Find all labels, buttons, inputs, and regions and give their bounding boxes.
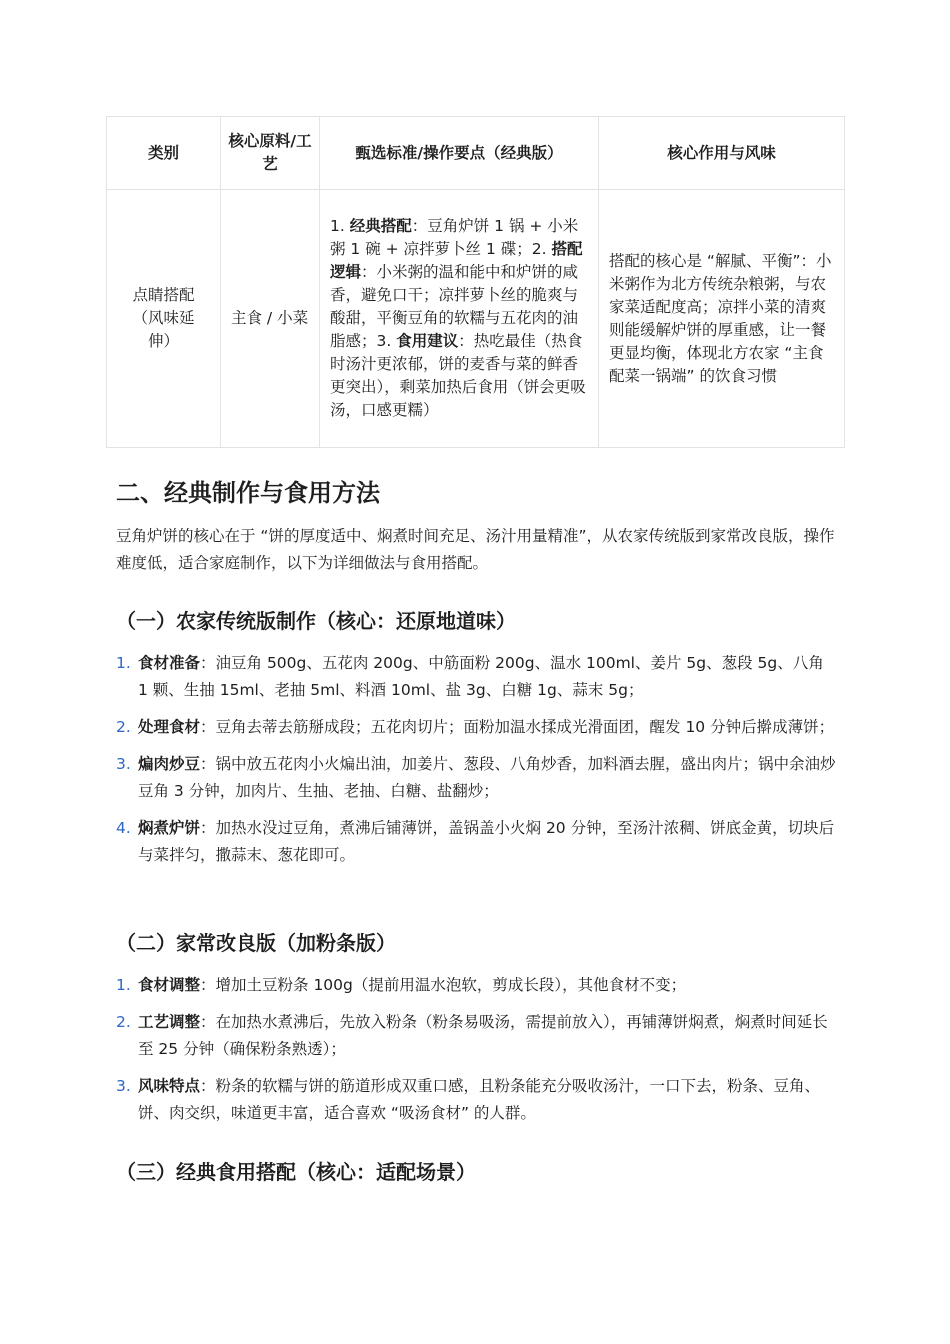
step-keyword: 食材准备 [138,654,201,672]
subsection-heading-pairing: （三）经典食用搭配（核心：适配场景） [116,1160,476,1184]
step-keyword: 食材调整 [138,976,201,994]
step-keyword: 煸肉炒豆 [138,755,201,773]
step-keyword: 风味特点 [138,1077,201,1095]
list-number: 3. [116,755,131,773]
step-text: ：油豆角 500g、五花肉 200g、中筋面粉 200g、温水 100ml、姜片 5g、葱段 5g、八角 1 颗、生抽 15ml、老抽 5ml、料酒 10ml、盐 3g、白糖 1g、蒜末 5g； [138,654,824,699]
point-keyword: 经典搭配 [349,217,412,235]
list-item [116,751,838,805]
step-text: ：锅中放五花肉小火煸出油，加姜片、葱段、八角炒香，加料酒去腥，盛出肉片；锅中余油炒豆角 3 分钟，加肉片、生抽、老抽、白糖、盐翻炒； [138,755,836,800]
point-number: 3. [376,332,397,350]
point-number: 2. [531,240,552,258]
step-text: ：粉条的软糯与饼的筋道形成双重口感，且粉条能充分吸收汤汁，一口下去，粉条、豆角、饼、肉交织，味道更丰富，适合喜欢 “吸汤食材” 的人群。 [138,1077,821,1122]
table-header-cell: 核心原料/工艺 [221,117,320,190]
subsection-heading-traditional: （一）农家传统版制作（核心：还原地道味） [116,609,516,633]
list-item [116,714,838,741]
table-header-cell: 甄选标准/操作要点（经典版） [320,117,599,190]
step-keyword: 工艺调整 [138,1013,201,1031]
traditional-steps-list [116,650,838,879]
step-text: ：在加热水煮沸后，先放入粉条（粉条易吸汤，需提前放入），再铺薄饼焖煮，焖煮时间延长至 25 分钟（确保粉条熟透）； [138,1013,828,1058]
step-keyword: 焖煮炉饼 [138,819,201,837]
effect-cell: 搭配的核心是 “解腻、平衡”：小米粥作为北方传统杂粮粥，与农家菜适配度高；凉拌小菜的清爽则能缓解炉饼的厚重感，让一餐更显均衡，体现北方农家 “主食配菜一锅端” 的饮食习惯 [599,190,845,448]
table-header-cell: 核心作用与风味 [599,117,845,190]
pairing-table [106,116,845,448]
section-heading: 二、经典制作与食用方法 [116,479,380,507]
list-item [116,972,838,999]
list-number: 1. [116,654,131,672]
improved-steps-list [116,972,838,1137]
point-text: ：小米粥的温和能中和炉饼的咸香，避免口干；凉拌萝卜丝的脆爽与酸甜，平衡豆角的软糯与五花肉的油脂感； [330,263,579,350]
point-text: ：豆角炉饼 1 锅 + 小米粥 1 碗 + 凉拌萝卜丝 1 碟； [330,217,579,258]
step-text: ：加热水没过豆角，煮沸后铺薄饼，盖锅盖小火焖 20 分钟，至汤汁浓稠、饼底金黄，切块后与菜拌匀，撒蒜末、葱花即可。 [138,819,835,864]
table-header-cell: 类别 [107,117,221,190]
table-row [107,190,845,448]
list-number: 4. [116,819,131,837]
table-header-row [107,117,845,190]
step-keyword: 处理食材 [138,718,201,736]
list-item [116,815,838,869]
point-text: ：热吃最佳（热食时汤汁更浓郁，饼的麦香与菜的鲜香更突出），剩菜加热后食用（饼会更吸汤，口感更糯） [330,332,586,419]
list-number: 2. [116,718,131,736]
point-number: 1. [330,217,350,235]
list-item [116,650,838,704]
material-cell: 主食 / 小菜 [221,190,320,448]
list-number: 1. [116,976,131,994]
section-intro: 豆角炉饼的核心在于 “饼的厚度适中、焖煮时间充足、汤汁用量精准”，从农家传统版到家常改良版，操作难度低，适合家庭制作，以下为详细做法与食用搭配。 [116,527,835,572]
step-text: ：豆角去蒂去筋掰成段；五花肉切片；面粉加温水揉成光滑面团，醒发 10 分钟后擀成薄饼； [200,718,835,736]
list-number: 2. [116,1013,131,1031]
step-text: ：增加土豆粉条 100g（提前用温水泡软，剪成长段），其他食材不变； [200,976,687,994]
points-cell [320,190,599,448]
list-item [116,1009,838,1063]
list-item [116,1073,838,1127]
point-keyword: 搭配逻辑 [330,240,583,281]
list-number: 3. [116,1077,131,1095]
subsection-heading-improved: （二）家常改良版（加粉条版） [116,931,396,955]
point-keyword: 食用建议 [396,332,459,350]
category-cell: 点睛搭配（风味延伸） [107,190,221,448]
